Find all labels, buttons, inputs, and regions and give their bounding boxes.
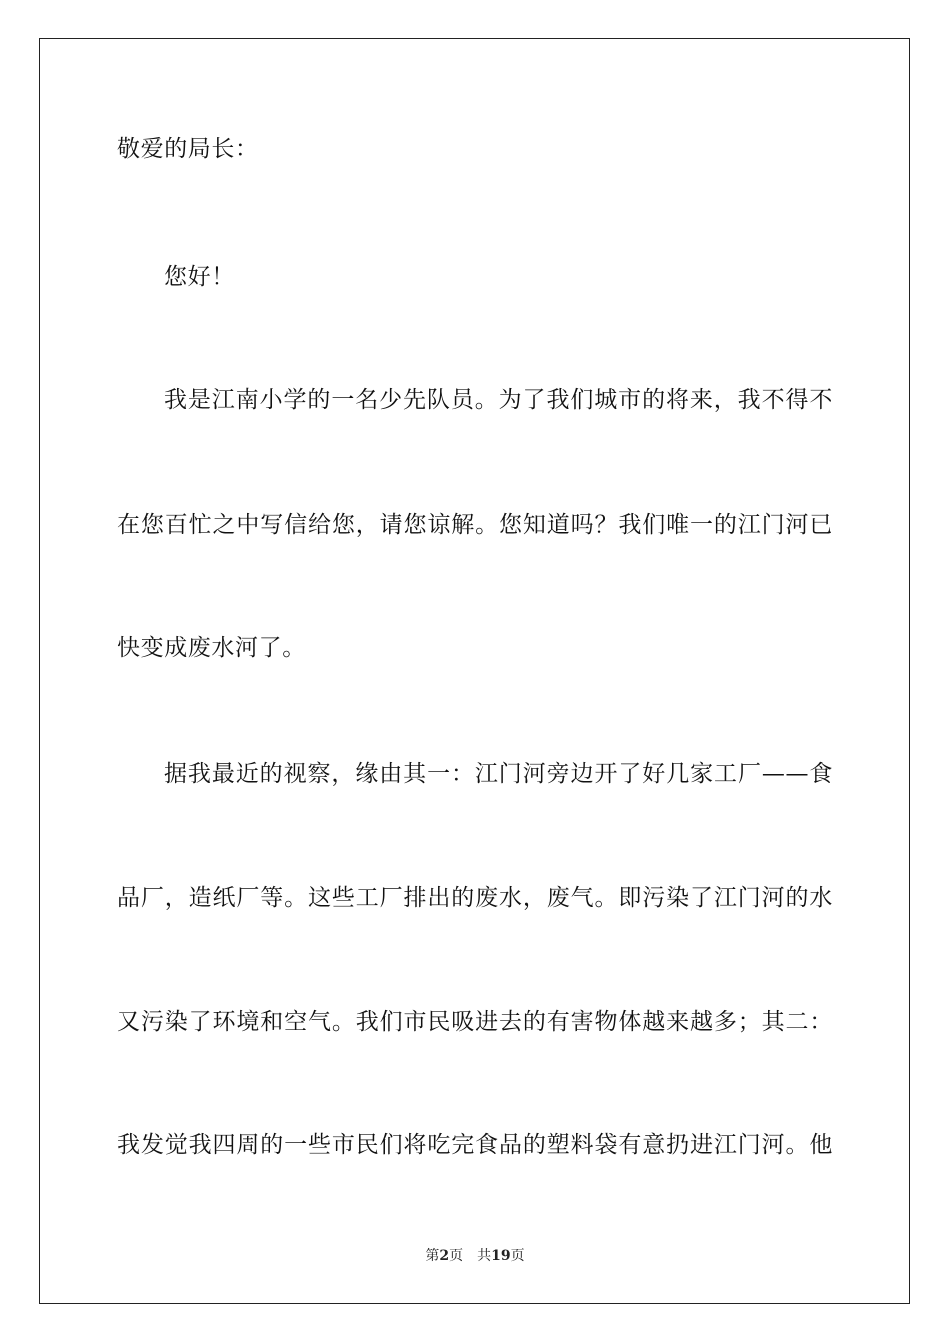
page-prefix: 第 — [425, 1248, 440, 1264]
total-prefix: 共 — [477, 1248, 492, 1264]
total-suffix: 页 — [510, 1248, 525, 1264]
salutation: 敬爱的局长： — [117, 136, 259, 162]
paragraph1-line3: 快变成废水河了。 — [117, 635, 306, 661]
paragraph2-line4: 我发觉我四周的一些市民们将吃完食品的塑料袋有意扔进江门河。他 — [117, 1132, 833, 1158]
paragraph1-line2: 在您百忙之中写信给您，请您谅解。您知道吗？我们唯一的江门河已 — [117, 512, 833, 538]
paragraph2-line3: 又污染了环境和空气。我们市民吸进去的有害物体越来越多；其二： — [117, 1009, 833, 1035]
page-border — [39, 38, 910, 1304]
paragraph2-line2: 品厂，造纸厂等。这些工厂排出的废水，废气。即污染了江门河的水 — [117, 885, 833, 911]
paragraph2-line1: 据我最近的视察，缘由其一：江门河旁边开了好几家工厂——食 — [164, 761, 833, 787]
total-pages: 19 — [491, 1248, 511, 1264]
page-suffix: 页 — [449, 1248, 464, 1264]
page-number: 2 — [439, 1248, 450, 1264]
greeting: 您好！ — [164, 264, 235, 290]
page-footer — [0, 1247, 950, 1265]
paragraph1-line1: 我是江南小学的一名少先队员。为了我们城市的将来，我不得不 — [164, 387, 833, 413]
